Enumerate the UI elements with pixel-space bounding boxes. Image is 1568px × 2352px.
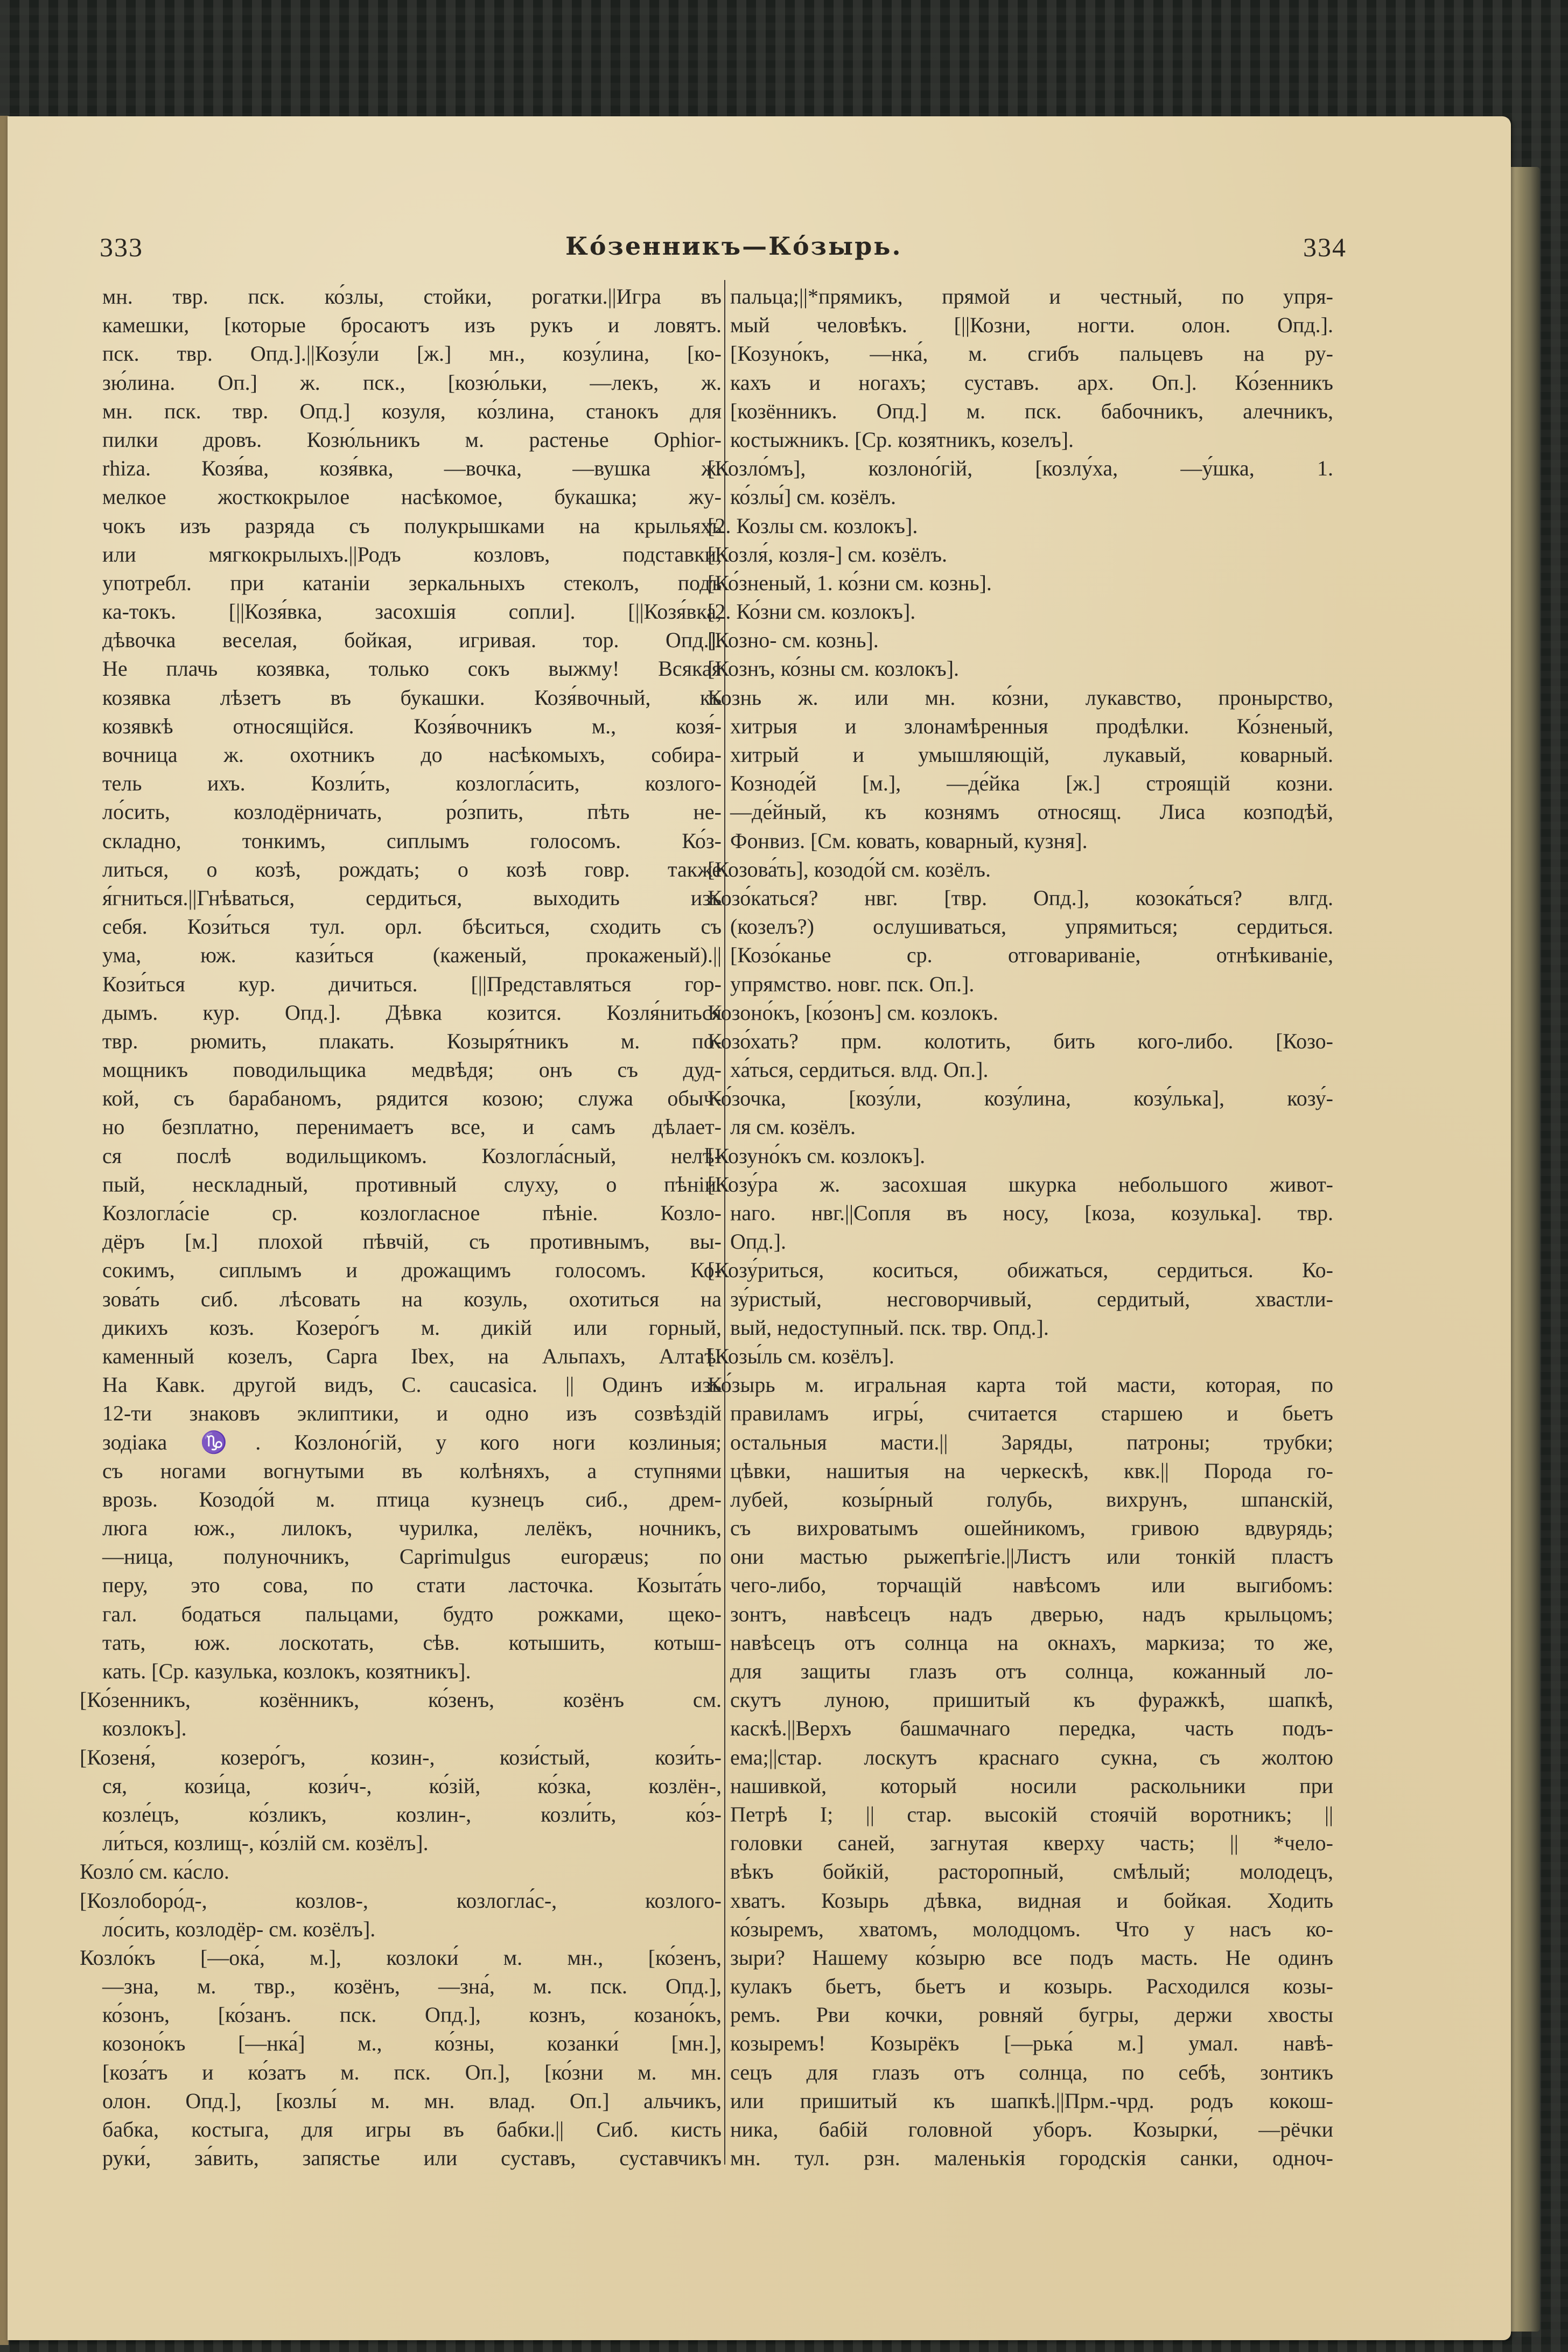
dictionary-text-line: сокимъ, сиплымъ и дрожащимъ голосомъ. Ко-: [102, 1258, 722, 1283]
dictionary-text-line: мн. тул. рзн. маленькія городскія санки, одноч-: [730, 2146, 1333, 2171]
dictionary-text-line: ли́ться, козлищ-, ко́злій см. козёлъ].: [102, 1831, 429, 1856]
dictionary-text-line: врозь. Козодо́й м. птица кузнецъ сиб., дрем-: [102, 1487, 722, 1511]
dictionary-text-line: остальныя масти.|| Заряды, патроны; трубки;: [730, 1430, 1333, 1454]
dictionary-text-line: чокъ изъ разряда съ полукрышками на крыльяхъ: [102, 513, 722, 538]
dictionary-text-line: —ница, полуночникъ, Caprimulgus europæus; по: [102, 1544, 722, 1569]
dictionary-text-line: [Козлоборо́д-, козлов-, козлогла́с-, козлого-: [80, 1888, 722, 1913]
dictionary-text-line: вѣкъ бойкій, расторопный, смѣлый; молодецъ,: [730, 1859, 1333, 1884]
dictionary-text-line: кулакъ бьетъ, бьетъ и козырь. Расходился козы-: [730, 1974, 1333, 1999]
right-text-column: [708, 282, 1333, 2172]
dictionary-text-line: кой, съ барабаномъ, рядится козою; служа обыч-: [102, 1086, 722, 1111]
dictionary-text-line: тель ихъ. Козли́ть, козлогла́сить, козлого-: [102, 771, 722, 796]
dictionary-text-line: ремъ. Рви кочки, ровняй бугры, держи хвосты: [730, 2003, 1333, 2027]
dictionary-text-line: бабка, костыга, для игры въ бабки.|| Сиб. кисть: [102, 2117, 722, 2141]
dictionary-text-line: себя. Кози́ться тул. орл. бѣситься, сходить съ: [102, 914, 722, 939]
dictionary-text-line: козявка лѣзетъ въ букашки. Козя́вочный, къ: [102, 685, 722, 710]
dictionary-text-line: нашивкой, который носили раскольники при: [730, 1773, 1333, 1798]
dictionary-text-line: [Козеня́, козеро́гъ, козин-, кози́стый, кози́ть-: [80, 1745, 722, 1769]
book-page-stack-edge: [1508, 167, 1540, 2332]
dictionary-text-line: Козло́къ [—ока́, м.], козлоки́ м. мн., [ко́зенъ,: [80, 1945, 722, 1970]
dictionary-text-line: Кози́ться кур. дичиться. [||Представляться гор-: [102, 971, 722, 996]
dictionary-text-line: костыжникъ. [Ср. козятникъ, козелъ].: [730, 427, 1074, 452]
dictionary-text-line: козоно́къ [—нка́] м., ко́зны, козанки́ [мн.],: [102, 2031, 722, 2056]
dictionary-text-line: правиламъ игры́, считается старшею и бьетъ: [730, 1401, 1333, 1426]
dictionary-text-line: олон. Опд.], [козлы́ м. мн. влад. Оп.] альчикъ,: [102, 2088, 722, 2113]
dictionary-text-line: [Козу́риться, коситься, обижаться, сердиться. Ко-: [708, 1258, 1333, 1283]
dictionary-text-line: сецъ для глазъ отъ солнца, по себѣ, зонтикъ: [730, 2060, 1333, 2084]
dictionary-text-line: —де́йный, къ кознямъ относящ. Лиса козподѣй,: [730, 800, 1333, 824]
running-head: [0, 232, 1568, 269]
dictionary-text-line: [Козы́ль см. козёлъ].: [708, 1343, 894, 1368]
dictionary-text-line: чего-либо, торчащій навѣсомъ или выгибомъ:: [730, 1573, 1333, 1598]
dictionary-text-line: Козло́ см. ка́сло.: [80, 1859, 229, 1884]
dictionary-text-line: Ко́зочка, [козу́ли, козу́лина, козу́лька], козу́-: [708, 1086, 1333, 1111]
dictionary-text-line: пый, нескладный, противный слуху, о пѣніи.: [102, 1172, 722, 1196]
dictionary-text-line: съ вихроватымъ ошейникомъ, гривою вдвурядь;: [730, 1516, 1333, 1541]
dictionary-text-line: зыри? Нашему ко́зырю все подъ масть. Не одинъ: [730, 1945, 1333, 1970]
dictionary-text-line: Козлогла́сіе ср. козлогласное пѣніе. Козло-: [102, 1201, 722, 1225]
dictionary-text-line: [Козля́, козля-] см. козёлъ.: [708, 542, 948, 566]
dictionary-text-line: зю́лина. Оп.] ж. пск., [козю́льки, —лекъ, ж.: [102, 370, 722, 395]
dictionary-text-line: для защиты глазъ отъ солнца, кожанный ло-: [730, 1659, 1333, 1683]
dictionary-text-line: вочница ж. охотникъ до насѣкомыхъ, собира-: [102, 743, 722, 767]
dictionary-text-line: кать. [Ср. казулька, козлокъ, козятникъ].: [102, 1659, 471, 1683]
dictionary-text-line: [Козуно́къ, —нка́, м. сгибъ пальцевъ на ру-: [730, 341, 1333, 366]
dictionary-text-line: [2. Козлы см. козлокъ].: [708, 513, 918, 538]
dictionary-text-line: ся, кози́ца, кози́ч-, ко́зій, ко́зка, козлён-,: [102, 1773, 722, 1798]
dictionary-text-line: я́гниться.||Гнѣваться, сердиться, выходить изъ: [102, 885, 722, 910]
dictionary-text-line: Козо́хать? прм. колотить, бить кого-либо. [Козо-: [708, 1028, 1333, 1053]
dictionary-text-line: [Ко́зенникъ, козённикъ, ко́зенъ, козёнъ см.: [80, 1688, 722, 1712]
dictionary-text-line: головки саней, загнутая кверху часть; || *чело-: [730, 1831, 1333, 1856]
dictionary-text-line: [Козу́ра ж. засохшая шкурка небольшого живот-: [708, 1172, 1333, 1196]
dictionary-text-line: хитрый и умышляющій, лукавый, коварный.: [730, 743, 1333, 767]
dictionary-text-line: каскѣ.||Верхъ башмачнаго передка, часть подъ-: [730, 1716, 1333, 1741]
dictionary-text-line: дёръ [м.] плохой пѣвчій, съ противнымъ, вы-: [102, 1229, 722, 1254]
dictionary-text-line: козлокъ].: [102, 1716, 187, 1741]
dictionary-text-line: ума, юж. кази́ться (каженый, прокаженый).||: [102, 943, 722, 968]
dictionary-text-line: [коза́тъ и ко́затъ м. пск. Оп.], [ко́зни м. мн.: [102, 2060, 722, 2084]
dictionary-text-line: но безплатно, перенимаетъ все, и самъ дѣлает-: [102, 1115, 722, 1139]
dictionary-text-line: [Козова́ть], козодо́й см. козёлъ.: [708, 857, 991, 881]
page-number-left: 333: [100, 232, 143, 262]
dictionary-text-line: скутъ луною, пришитый къ фуражкѣ, шапкѣ,: [730, 1688, 1333, 1712]
dictionary-text-line: Опд.].: [730, 1229, 786, 1254]
dictionary-text-line: руки́, за́вить, запястье или суставъ, суставчикъ: [102, 2146, 722, 2171]
dictionary-text-line: литься, о козѣ, рождать; о козѣ говр. также: [102, 857, 722, 881]
dictionary-text-line: Петрѣ I; || стар. высокій стоячій воротникъ; ||: [730, 1802, 1333, 1826]
dictionary-text-line: (козелъ?) ослушиваться, упрямиться; сердиться.: [730, 914, 1333, 939]
dictionary-text-line: наго. нвг.||Сопля въ носу, [коза, козулька]. твр.: [730, 1201, 1333, 1225]
dictionary-text-line: ля см. козёлъ.: [730, 1115, 856, 1139]
dictionary-text-line: ся послѣ водильщикомъ. Козлогла́сный, нелѣ-: [102, 1143, 722, 1168]
dictionary-text-line: Ко́зырь м. игральная карта той масти, которая, по: [708, 1373, 1333, 1397]
dictionary-text-line: Кознь ж. или мн. ко́зни, лукавство, пронырство,: [708, 685, 1333, 710]
dictionary-text-line: употребл. при катаніи зеркальныхъ стеколъ, подъ: [102, 570, 722, 595]
dictionary-text-line: [Ко́зненый, 1. ко́зни см. кознь].: [708, 570, 992, 595]
dictionary-text-line: зонтъ, навѣсецъ надъ дверью, надъ крыльцомъ;: [730, 1601, 1333, 1626]
page-number-right: 334: [1303, 232, 1347, 262]
dictionary-text-line: мн. твр. пск. ко́злы, стойки, рогатки.||Игра въ: [102, 284, 722, 309]
dictionary-text-line: зодіака ♑. Козлоно́гій, у кого ноги козлиныя;: [102, 1430, 722, 1454]
dictionary-text-line: лубей, козы́рный голубь, вихрунъ, шпанскій,: [730, 1487, 1333, 1511]
dictionary-text-line: складно, тонкимъ, сиплымъ голосомъ. Ко́з-: [102, 828, 722, 853]
dictionary-text-line: кахъ и ногахъ; суставъ. арх. Оп.]. Ко́зенникъ: [730, 370, 1333, 395]
dictionary-text-line: Козо́каться? нвг. [твр. Опд.], козока́ться? влгд.: [708, 885, 1333, 910]
dictionary-text-line: дикихъ козъ. Козеро́гъ м. дикій или горный,: [102, 1315, 722, 1340]
dictionary-text-line: или пришитый къ шапкѣ.||Прм.-чрд. родъ кокош-: [730, 2088, 1333, 2113]
dictionary-text-line: мн. пск. твр. Опд.] козуля, ко́злина, станокъ для: [102, 398, 722, 423]
dictionary-text-line: [Козуно́къ см. козлокъ].: [708, 1143, 926, 1168]
dictionary-text-line: или мягкокрылыхъ.||Родъ козловъ, подставки,: [102, 542, 722, 566]
dictionary-text-line: они мастью рыжепѣгіе.||Листъ или тонкій пластъ: [730, 1544, 1333, 1569]
dictionary-text-line: пальца;||*прямикъ, прямой и честный, по упря-: [730, 284, 1333, 309]
dictionary-text-line: мый человѣкъ. [||Козни, ногти. олон. Опд.].: [730, 313, 1333, 338]
dictionary-text-line: навѣсецъ отъ солнца на окнахъ, маркиза; то же,: [730, 1630, 1333, 1655]
dictionary-text-line: упрямство. новг. пск. Оп.].: [730, 971, 975, 996]
dictionary-text-line: ко́злы́] см. козёлъ.: [730, 485, 897, 509]
dictionary-text-line: rhiza. Козя́ва, козя́вка, —вочка, —вушка ж.: [102, 456, 722, 481]
dictionary-text-line: —зна, м. твр., козёнъ, —зна́, м. пск. Опд.],: [102, 1974, 722, 1999]
dictionary-text-line: хитрыя и злонамѣренныя продѣлки. Ко́зненый,: [730, 713, 1333, 738]
dictionary-text-line: камешки, [которые бросаютъ изъ рукъ и ловятъ.: [102, 313, 722, 338]
dictionary-text-line: ка-токъ. [||Козя́вка, засохшія сопли]. [||Козя́вка,: [102, 599, 722, 624]
dictionary-text-line: съ ногами вогнутыми въ колѣняхъ, а ступнями: [102, 1458, 722, 1483]
dictionary-text-line: дымъ. кур. Опд.]. Дѣвка козится. Козля́ниться: [102, 1000, 722, 1025]
dictionary-text-line: ха́ться, сердиться. влд. Оп.].: [730, 1058, 989, 1082]
dictionary-text-line: [Козно- см. кознь].: [708, 628, 879, 653]
dictionary-text-line: [Козло́мъ], козлоно́гій, [козлу́ха, —у́шка, 1.: [708, 456, 1333, 481]
dictionary-text-line: тать, юж. лоскотать, сѣв. котышить, котыш-: [102, 1630, 722, 1655]
dictionary-text-line: мелкое жосткокрылое насѣкомое, букашка; жу-: [102, 485, 722, 509]
dictionary-text-line: дѣвочка веселая, бойкая, игривая. тор. Опд.].: [102, 628, 722, 653]
dictionary-text-line: ло́сить, козлодёрничать, ро́зпить, пѣть не-: [102, 800, 722, 824]
dictionary-text-line: ема;||стар. лоскутъ краснаго сукна, съ жолтою: [730, 1745, 1333, 1769]
dictionary-text-line: [Кознъ, ко́зны см. козлокъ].: [708, 656, 960, 681]
dictionary-text-line: пилки дровъ. Козю́льникъ м. растенье Ophior-: [102, 427, 722, 452]
dictionary-text-line: каменный козелъ, Capra Ibex, на Альпахъ, Алтаѣ.: [102, 1343, 722, 1368]
dictionary-text-line: [2. Ко́зни см. козлокъ].: [708, 599, 916, 624]
dictionary-text-line: Козноде́й [м.], —де́йка [ж.] строящій козни.: [730, 771, 1333, 796]
dictionary-text-line: Фонвиз. [См. ковать, коварный, кузня].: [730, 828, 1088, 853]
running-head-title: Ко́зенникъ—Ко́зырь.: [565, 232, 902, 261]
dictionary-text-line: козыремъ! Козырёкъ [—рька́ м.] умал. навѣ-: [730, 2031, 1333, 2056]
left-text-column: [80, 282, 722, 2172]
dictionary-text-line: зова́ть сиб. лѣсовать на козуль, охотиться на: [102, 1286, 722, 1311]
dictionary-text-line: козле́цъ, ко́зликъ, козлин-, козли́ть, ко́з-: [102, 1802, 722, 1826]
dictionary-text-line: твр. рюмить, плакать. Козыря́тникъ м. по-: [102, 1028, 722, 1053]
dictionary-text-line: Козоно́къ, [ко́зонъ] см. козлокъ.: [708, 1000, 998, 1025]
dictionary-text-line: ло́сить, козлодёр- см. козёлъ].: [102, 1916, 376, 1941]
dictionary-text-line: ко́зонъ, [ко́занъ. пск. Опд.], кознъ, козано́къ,: [102, 2003, 722, 2027]
dictionary-text-line: [козённикъ. Опд.] м. пск. бабочникъ, алечникъ,: [730, 398, 1333, 423]
dictionary-text-line: [Козо́канье ср. отговариваніе, отнѣкиваніе,: [730, 943, 1333, 968]
dictionary-text-line: цѣвки, нашитыя на черкескѣ, квк.|| Порода го-: [730, 1458, 1333, 1483]
dictionary-text-line: мощникъ поводильщика медвѣдя; онъ съ дуд-: [102, 1058, 722, 1082]
dictionary-text-line: люга юж., лилокъ, чурилка, лелёкъ, ночникъ,: [102, 1516, 722, 1541]
dictionary-text-line: гал. бодаться пальцами, будто рожками, щеко-: [102, 1601, 722, 1626]
dictionary-text-line: Не плачь козявка, только сокъ выжму! Всякая: [102, 656, 722, 681]
dictionary-text-line: 12-ти знаковъ эклиптики, и одно изъ созвѣздій: [102, 1401, 722, 1426]
dictionary-text-line: вый, недоступный. пск. твр. Опд.].: [730, 1315, 1049, 1340]
dictionary-text-line: перу, это сова, по стати ласточка. Козыта́ть: [102, 1573, 722, 1598]
dictionary-text-line: ко́зыремъ, хватомъ, молодцомъ. Что у насъ ко-: [730, 1916, 1333, 1941]
dictionary-text-line: козявкѣ относящійся. Козя́вочникъ м., козя́-: [102, 713, 722, 738]
dictionary-text-line: ника, бабій головной уборъ. Козырки́, —рёчки: [730, 2117, 1333, 2141]
dictionary-text-line: зу́ристый, несговорчивый, сердитый, хвастли-: [730, 1286, 1333, 1311]
dictionary-text-line: пск. твр. Опд.].||Козу́ли [ж.] мн., козу́лина, [ко-: [102, 341, 722, 366]
dictionary-text-line: На Кавк. другой видъ, C. caucasica. || Одинъ изъ: [102, 1373, 722, 1397]
dictionary-text-line: хватъ. Козырь дѣвка, видная и бойкая. Ходить: [730, 1888, 1333, 1913]
